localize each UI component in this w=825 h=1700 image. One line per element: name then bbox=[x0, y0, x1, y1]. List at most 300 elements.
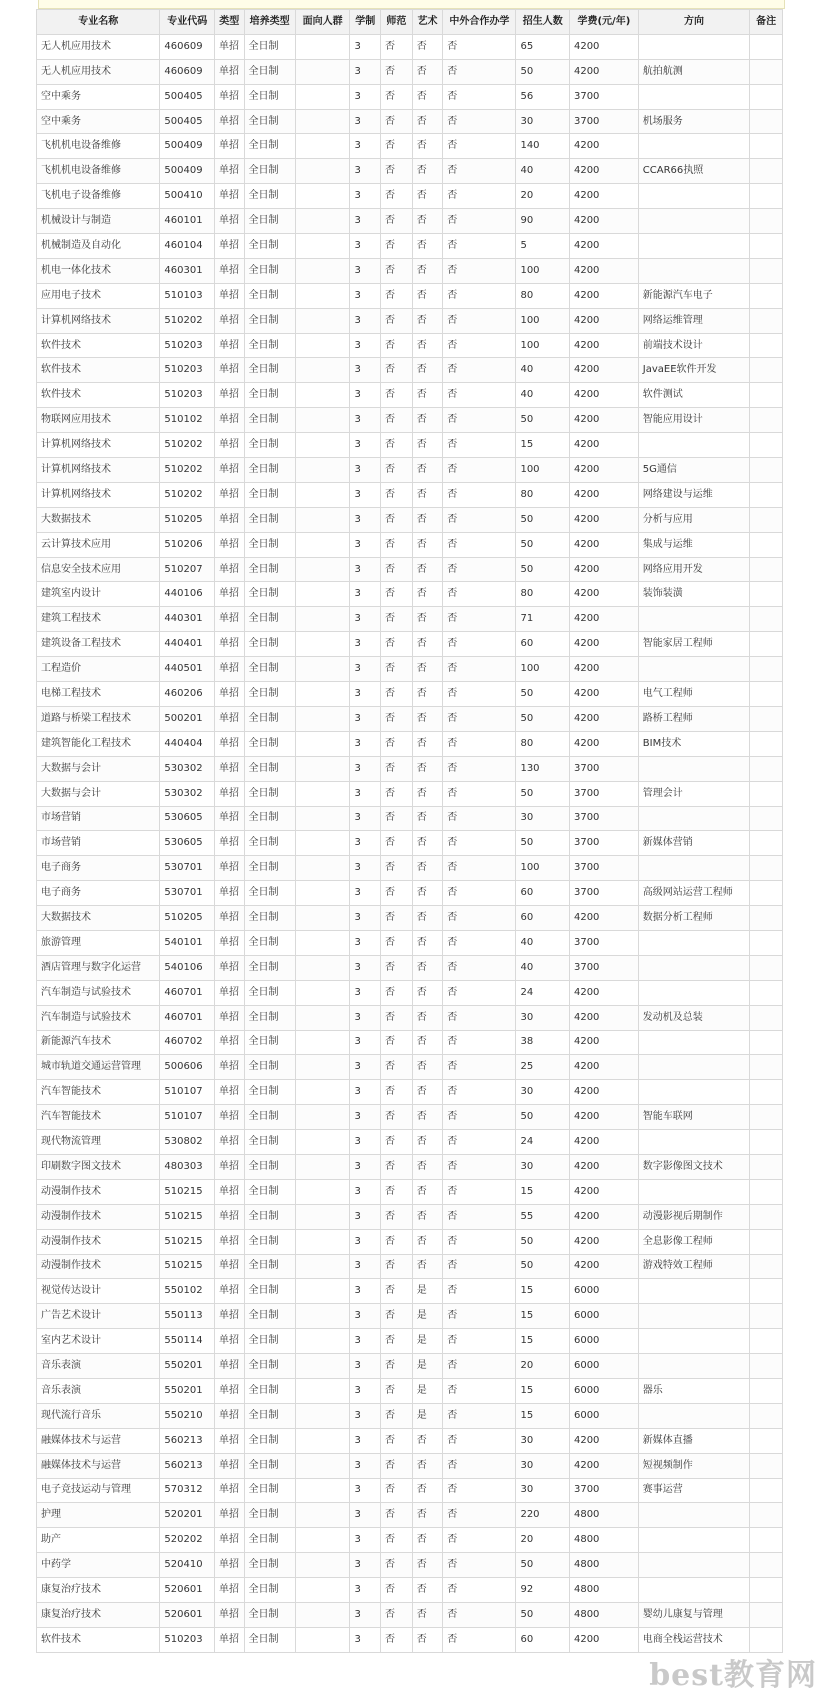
cell-col-study-mode: 全日制 bbox=[244, 258, 295, 283]
cell-col-normal: 否 bbox=[381, 283, 413, 308]
cell-col-duration: 3 bbox=[350, 632, 381, 657]
cell-col-normal: 否 bbox=[381, 1179, 413, 1204]
cell-col-direction bbox=[638, 657, 749, 682]
table-row bbox=[37, 159, 783, 184]
cell-col-code: 520601 bbox=[160, 1578, 215, 1603]
cell-col-tuition: 4200 bbox=[569, 980, 638, 1005]
table-row bbox=[37, 1578, 783, 1603]
cell-col-sino-foreign: 否 bbox=[443, 781, 516, 806]
cell-col-enrollment: 15 bbox=[516, 1329, 570, 1354]
cell-col-tuition: 4200 bbox=[569, 458, 638, 483]
cell-col-name: 汽车智能技术 bbox=[37, 1105, 160, 1130]
cell-col-type: 单招 bbox=[215, 682, 244, 707]
cell-col-study-mode: 全日制 bbox=[244, 731, 295, 756]
cell-col-sino-foreign: 否 bbox=[443, 1603, 516, 1628]
cell-col-remarks bbox=[750, 582, 783, 607]
cell-col-study-mode: 全日制 bbox=[244, 632, 295, 657]
cell-col-duration: 3 bbox=[350, 1627, 381, 1652]
cell-col-remarks bbox=[750, 507, 783, 532]
cell-col-tuition: 4200 bbox=[569, 1080, 638, 1105]
cell-col-type: 单招 bbox=[215, 1055, 244, 1080]
cell-col-study-mode: 全日制 bbox=[244, 1453, 295, 1478]
cell-col-tuition: 4200 bbox=[569, 632, 638, 657]
cell-col-code: 500409 bbox=[160, 159, 215, 184]
cell-col-code: 520601 bbox=[160, 1603, 215, 1628]
cell-col-direction: 网络建设与运维 bbox=[638, 482, 749, 507]
cell-col-study-mode: 全日制 bbox=[244, 881, 295, 906]
cell-col-enrollment: 60 bbox=[516, 906, 570, 931]
cell-col-tuition: 4200 bbox=[569, 557, 638, 582]
cell-col-sino-foreign: 否 bbox=[443, 731, 516, 756]
cell-col-tuition: 3700 bbox=[569, 109, 638, 134]
cell-col-enrollment: 15 bbox=[516, 1279, 570, 1304]
cell-col-direction: 智能车联网 bbox=[638, 1105, 749, 1130]
cell-col-normal: 否 bbox=[381, 1304, 413, 1329]
cell-col-normal: 否 bbox=[381, 1428, 413, 1453]
cell-col-name: 信息安全技术应用 bbox=[37, 557, 160, 582]
cell-col-sino-foreign: 否 bbox=[443, 1378, 516, 1403]
cell-col-duration: 3 bbox=[350, 955, 381, 980]
cell-col-direction: 发动机及总装 bbox=[638, 1005, 749, 1030]
cell-col-code: 460609 bbox=[160, 59, 215, 84]
cell-col-direction: 网络运维管理 bbox=[638, 308, 749, 333]
cell-col-target-group bbox=[295, 1105, 350, 1130]
cell-col-type: 单招 bbox=[215, 507, 244, 532]
table-row bbox=[37, 1553, 783, 1578]
cell-col-sino-foreign: 否 bbox=[443, 358, 516, 383]
cell-col-target-group bbox=[295, 657, 350, 682]
cell-col-study-mode: 全日制 bbox=[244, 1503, 295, 1528]
cell-col-sino-foreign: 否 bbox=[443, 34, 516, 59]
cell-col-tuition: 4200 bbox=[569, 1030, 638, 1055]
cell-col-target-group bbox=[295, 1229, 350, 1254]
cell-col-study-mode: 全日制 bbox=[244, 1130, 295, 1155]
cell-col-remarks bbox=[750, 1105, 783, 1130]
cell-col-duration: 3 bbox=[350, 706, 381, 731]
cell-col-sino-foreign: 否 bbox=[443, 1478, 516, 1503]
cell-col-target-group bbox=[295, 59, 350, 84]
cell-col-tuition: 4200 bbox=[569, 532, 638, 557]
cell-col-study-mode: 全日制 bbox=[244, 1030, 295, 1055]
cell-col-tuition: 3700 bbox=[569, 831, 638, 856]
cell-col-code: 460701 bbox=[160, 1005, 215, 1030]
cell-col-enrollment: 30 bbox=[516, 806, 570, 831]
cell-col-name: 康复治疗技术 bbox=[37, 1578, 160, 1603]
cell-col-target-group bbox=[295, 184, 350, 209]
cell-col-normal: 否 bbox=[381, 1528, 413, 1553]
cell-col-enrollment: 50 bbox=[516, 507, 570, 532]
cell-col-name: 机械设计与制造 bbox=[37, 209, 160, 234]
cell-col-code: 440404 bbox=[160, 731, 215, 756]
cell-col-code: 530302 bbox=[160, 756, 215, 781]
cell-col-type: 单招 bbox=[215, 1304, 244, 1329]
cell-col-type: 单招 bbox=[215, 408, 244, 433]
cell-col-remarks bbox=[750, 1130, 783, 1155]
cell-col-remarks bbox=[750, 109, 783, 134]
cell-col-normal: 否 bbox=[381, 955, 413, 980]
cell-col-code: 500409 bbox=[160, 134, 215, 159]
cell-col-sino-foreign: 否 bbox=[443, 109, 516, 134]
cell-col-type: 单招 bbox=[215, 358, 244, 383]
cell-col-art: 否 bbox=[412, 930, 443, 955]
cell-col-tuition: 4200 bbox=[569, 1453, 638, 1478]
cell-col-sino-foreign: 否 bbox=[443, 1154, 516, 1179]
cell-col-target-group bbox=[295, 1578, 350, 1603]
cell-col-sino-foreign: 否 bbox=[443, 881, 516, 906]
cell-col-sino-foreign: 否 bbox=[443, 980, 516, 1005]
cell-col-target-group bbox=[295, 433, 350, 458]
cell-col-remarks bbox=[750, 955, 783, 980]
cell-col-code: 510215 bbox=[160, 1229, 215, 1254]
cell-col-sino-foreign: 否 bbox=[443, 482, 516, 507]
cell-col-target-group bbox=[295, 1428, 350, 1453]
cell-col-art: 否 bbox=[412, 781, 443, 806]
cell-col-target-group bbox=[295, 258, 350, 283]
cell-col-name: 道路与桥梁工程技术 bbox=[37, 706, 160, 731]
cell-col-normal: 否 bbox=[381, 209, 413, 234]
cell-col-sino-foreign: 否 bbox=[443, 1354, 516, 1379]
cell-col-normal: 否 bbox=[381, 1204, 413, 1229]
table-row bbox=[37, 1030, 783, 1055]
cell-col-target-group bbox=[295, 333, 350, 358]
table-row bbox=[37, 906, 783, 931]
cell-col-name: 建筑工程技术 bbox=[37, 607, 160, 632]
cell-col-target-group bbox=[295, 1528, 350, 1553]
cell-col-target-group bbox=[295, 283, 350, 308]
cell-col-direction bbox=[638, 1304, 749, 1329]
cell-col-enrollment: 100 bbox=[516, 308, 570, 333]
cell-col-enrollment: 40 bbox=[516, 383, 570, 408]
cell-col-sino-foreign: 否 bbox=[443, 1030, 516, 1055]
cell-col-study-mode: 全日制 bbox=[244, 308, 295, 333]
cell-col-sino-foreign: 否 bbox=[443, 706, 516, 731]
cell-col-normal: 否 bbox=[381, 109, 413, 134]
cell-col-direction bbox=[638, 1553, 749, 1578]
cell-col-target-group bbox=[295, 806, 350, 831]
cell-col-normal: 否 bbox=[381, 1329, 413, 1354]
table-row bbox=[37, 806, 783, 831]
cell-col-code: 510203 bbox=[160, 333, 215, 358]
cell-col-duration: 3 bbox=[350, 980, 381, 1005]
cell-col-sino-foreign: 否 bbox=[443, 184, 516, 209]
cell-col-code: 460104 bbox=[160, 234, 215, 259]
cell-col-study-mode: 全日制 bbox=[244, 532, 295, 557]
cell-col-type: 单招 bbox=[215, 532, 244, 557]
cell-col-duration: 3 bbox=[350, 109, 381, 134]
cell-col-tuition: 4200 bbox=[569, 582, 638, 607]
cell-col-remarks bbox=[750, 1553, 783, 1578]
table-row bbox=[37, 308, 783, 333]
cell-col-sino-foreign: 否 bbox=[443, 1329, 516, 1354]
cell-col-study-mode: 全日制 bbox=[244, 1528, 295, 1553]
cell-col-sino-foreign: 否 bbox=[443, 383, 516, 408]
cell-col-enrollment: 38 bbox=[516, 1030, 570, 1055]
cell-col-sino-foreign: 否 bbox=[443, 84, 516, 109]
cell-col-tuition: 3700 bbox=[569, 881, 638, 906]
cell-col-normal: 否 bbox=[381, 1553, 413, 1578]
cell-col-type: 单招 bbox=[215, 582, 244, 607]
cell-col-duration: 3 bbox=[350, 806, 381, 831]
cell-col-art: 否 bbox=[412, 682, 443, 707]
cell-col-study-mode: 全日制 bbox=[244, 1403, 295, 1428]
cell-col-name: 汽车制造与试验技术 bbox=[37, 980, 160, 1005]
cell-col-enrollment: 50 bbox=[516, 1553, 570, 1578]
cell-col-direction bbox=[638, 134, 749, 159]
cell-col-target-group bbox=[295, 358, 350, 383]
cell-col-direction: 短视频制作 bbox=[638, 1453, 749, 1478]
cell-col-normal: 否 bbox=[381, 582, 413, 607]
cell-col-art: 否 bbox=[412, 1254, 443, 1279]
cell-col-target-group bbox=[295, 1378, 350, 1403]
cell-col-duration: 3 bbox=[350, 1229, 381, 1254]
cell-col-direction bbox=[638, 1179, 749, 1204]
cell-col-remarks bbox=[750, 906, 783, 931]
cell-col-duration: 3 bbox=[350, 1179, 381, 1204]
cell-col-target-group bbox=[295, 1154, 350, 1179]
table-row bbox=[37, 706, 783, 731]
cell-col-remarks bbox=[750, 1528, 783, 1553]
cell-col-study-mode: 全日制 bbox=[244, 1254, 295, 1279]
cell-col-study-mode: 全日制 bbox=[244, 1627, 295, 1652]
cell-col-study-mode: 全日制 bbox=[244, 1428, 295, 1453]
cell-col-name: 汽车智能技术 bbox=[37, 1080, 160, 1105]
cell-col-type: 单招 bbox=[215, 1478, 244, 1503]
cell-col-code: 520201 bbox=[160, 1503, 215, 1528]
cell-col-normal: 否 bbox=[381, 557, 413, 582]
cell-col-name: 电子商务 bbox=[37, 881, 160, 906]
cell-col-direction bbox=[638, 34, 749, 59]
cell-col-remarks bbox=[750, 1229, 783, 1254]
cell-col-remarks bbox=[750, 856, 783, 881]
cell-col-remarks bbox=[750, 308, 783, 333]
cell-col-enrollment: 50 bbox=[516, 781, 570, 806]
cell-col-enrollment: 50 bbox=[516, 682, 570, 707]
table-row bbox=[37, 482, 783, 507]
cell-col-art: 是 bbox=[412, 1279, 443, 1304]
cell-col-study-mode: 全日制 bbox=[244, 1204, 295, 1229]
cell-col-remarks bbox=[750, 458, 783, 483]
cell-col-tuition: 6000 bbox=[569, 1403, 638, 1428]
cell-col-study-mode: 全日制 bbox=[244, 507, 295, 532]
cell-col-target-group bbox=[295, 930, 350, 955]
table-row bbox=[37, 955, 783, 980]
cell-col-direction bbox=[638, 1528, 749, 1553]
cell-col-art: 否 bbox=[412, 1179, 443, 1204]
table-row bbox=[37, 109, 783, 134]
cell-col-type: 单招 bbox=[215, 283, 244, 308]
cell-col-art: 否 bbox=[412, 1105, 443, 1130]
cell-col-study-mode: 全日制 bbox=[244, 806, 295, 831]
cell-col-sino-foreign: 否 bbox=[443, 557, 516, 582]
cell-col-name: 飞机机电设备维修 bbox=[37, 134, 160, 159]
cell-col-sino-foreign: 否 bbox=[443, 906, 516, 931]
cell-col-normal: 否 bbox=[381, 632, 413, 657]
cell-col-normal: 否 bbox=[381, 134, 413, 159]
cell-col-name: 软件技术 bbox=[37, 358, 160, 383]
cell-col-art: 否 bbox=[412, 1154, 443, 1179]
cell-col-tuition: 3700 bbox=[569, 84, 638, 109]
table-row bbox=[37, 458, 783, 483]
cell-col-direction bbox=[638, 756, 749, 781]
cell-col-type: 单招 bbox=[215, 1378, 244, 1403]
cell-col-remarks bbox=[750, 1478, 783, 1503]
cell-col-normal: 否 bbox=[381, 1578, 413, 1603]
cell-col-enrollment: 40 bbox=[516, 159, 570, 184]
table-row bbox=[37, 607, 783, 632]
cell-col-enrollment: 50 bbox=[516, 532, 570, 557]
cell-col-study-mode: 全日制 bbox=[244, 433, 295, 458]
cell-col-remarks bbox=[750, 632, 783, 657]
cell-col-target-group bbox=[295, 482, 350, 507]
cell-col-normal: 否 bbox=[381, 781, 413, 806]
cell-col-enrollment: 15 bbox=[516, 1378, 570, 1403]
cell-col-remarks bbox=[750, 59, 783, 84]
cell-col-remarks bbox=[750, 1080, 783, 1105]
cell-col-remarks bbox=[750, 980, 783, 1005]
cell-col-enrollment: 15 bbox=[516, 1304, 570, 1329]
cell-col-target-group bbox=[295, 408, 350, 433]
cell-col-duration: 3 bbox=[350, 1329, 381, 1354]
cell-col-name: 飞机电子设备维修 bbox=[37, 184, 160, 209]
cell-col-type: 单招 bbox=[215, 632, 244, 657]
cell-col-name: 云计算技术应用 bbox=[37, 532, 160, 557]
table-row bbox=[37, 1080, 783, 1105]
cell-col-normal: 否 bbox=[381, 433, 413, 458]
cell-col-study-mode: 全日制 bbox=[244, 1279, 295, 1304]
cell-col-type: 单招 bbox=[215, 1005, 244, 1030]
table-row bbox=[37, 1279, 783, 1304]
cell-col-target-group bbox=[295, 955, 350, 980]
cell-col-name: 现代流行音乐 bbox=[37, 1403, 160, 1428]
cell-col-remarks bbox=[750, 159, 783, 184]
cell-col-normal: 否 bbox=[381, 1229, 413, 1254]
cell-col-remarks bbox=[750, 781, 783, 806]
cell-col-art: 否 bbox=[412, 333, 443, 358]
cell-col-normal: 否 bbox=[381, 1403, 413, 1428]
watermark-logo: best教育网 bbox=[649, 1658, 817, 1693]
cell-col-enrollment: 50 bbox=[516, 1254, 570, 1279]
cell-col-enrollment: 100 bbox=[516, 333, 570, 358]
cell-col-normal: 否 bbox=[381, 1478, 413, 1503]
cell-col-tuition: 6000 bbox=[569, 1304, 638, 1329]
cell-col-code: 460101 bbox=[160, 209, 215, 234]
cell-col-sino-foreign: 否 bbox=[443, 59, 516, 84]
cell-col-tuition: 4800 bbox=[569, 1528, 638, 1553]
cell-col-normal: 否 bbox=[381, 1453, 413, 1478]
cell-col-sino-foreign: 否 bbox=[443, 1627, 516, 1652]
table-row bbox=[37, 1154, 783, 1179]
cell-col-study-mode: 全日制 bbox=[244, 358, 295, 383]
cell-col-duration: 3 bbox=[350, 34, 381, 59]
cell-col-type: 单招 bbox=[215, 134, 244, 159]
cell-col-normal: 否 bbox=[381, 806, 413, 831]
cell-col-code: 440501 bbox=[160, 657, 215, 682]
cell-col-type: 单招 bbox=[215, 1130, 244, 1155]
cell-col-normal: 否 bbox=[381, 731, 413, 756]
cell-col-enrollment: 50 bbox=[516, 1229, 570, 1254]
cell-col-study-mode: 全日制 bbox=[244, 84, 295, 109]
table-row bbox=[37, 1179, 783, 1204]
cell-col-remarks bbox=[750, 258, 783, 283]
cell-col-remarks bbox=[750, 433, 783, 458]
cell-col-remarks bbox=[750, 482, 783, 507]
cell-col-direction: 新媒体营销 bbox=[638, 831, 749, 856]
table-row bbox=[37, 682, 783, 707]
cell-col-type: 单招 bbox=[215, 1453, 244, 1478]
cell-col-study-mode: 全日制 bbox=[244, 234, 295, 259]
cell-col-name: 护理 bbox=[37, 1503, 160, 1528]
cell-col-duration: 3 bbox=[350, 1354, 381, 1379]
cell-col-type: 单招 bbox=[215, 1603, 244, 1628]
cell-col-direction: 电商全栈运营技术 bbox=[638, 1627, 749, 1652]
cell-col-remarks bbox=[750, 283, 783, 308]
header-col-type: 类型 bbox=[215, 10, 244, 35]
cell-col-direction: CCAR66执照 bbox=[638, 159, 749, 184]
cell-col-name: 计算机网络技术 bbox=[37, 308, 160, 333]
cell-col-duration: 3 bbox=[350, 258, 381, 283]
cell-col-direction: 软件测试 bbox=[638, 383, 749, 408]
table-row bbox=[37, 383, 783, 408]
cell-col-type: 单招 bbox=[215, 706, 244, 731]
cell-col-code: 550113 bbox=[160, 1304, 215, 1329]
cell-col-duration: 3 bbox=[350, 557, 381, 582]
admissions-table-container bbox=[36, 9, 783, 1653]
cell-col-direction bbox=[638, 1329, 749, 1354]
cell-col-remarks bbox=[750, 34, 783, 59]
table-row bbox=[37, 731, 783, 756]
cell-col-tuition: 4200 bbox=[569, 34, 638, 59]
cell-col-name: 音乐表演 bbox=[37, 1354, 160, 1379]
cell-col-duration: 3 bbox=[350, 1503, 381, 1528]
cell-col-type: 单招 bbox=[215, 1204, 244, 1229]
cell-col-art: 否 bbox=[412, 234, 443, 259]
cell-col-name: 电梯工程技术 bbox=[37, 682, 160, 707]
cell-col-study-mode: 全日制 bbox=[244, 1578, 295, 1603]
cell-col-direction: 全息影像工程师 bbox=[638, 1229, 749, 1254]
cell-col-sino-foreign: 否 bbox=[443, 1503, 516, 1528]
cell-col-study-mode: 全日制 bbox=[244, 59, 295, 84]
cell-col-type: 单招 bbox=[215, 806, 244, 831]
cell-col-enrollment: 220 bbox=[516, 1503, 570, 1528]
table-row bbox=[37, 1627, 783, 1652]
cell-col-direction: 分析与应用 bbox=[638, 507, 749, 532]
table-row bbox=[37, 781, 783, 806]
table-row bbox=[37, 1105, 783, 1130]
cell-col-type: 单招 bbox=[215, 1179, 244, 1204]
cell-col-name: 融媒体技术与运营 bbox=[37, 1453, 160, 1478]
cell-col-direction: 前端技术设计 bbox=[638, 333, 749, 358]
cell-col-duration: 3 bbox=[350, 209, 381, 234]
cell-col-code: 570312 bbox=[160, 1478, 215, 1503]
cell-col-enrollment: 130 bbox=[516, 756, 570, 781]
cell-col-code: 510202 bbox=[160, 458, 215, 483]
cell-col-direction: 智能家居工程师 bbox=[638, 632, 749, 657]
cell-col-tuition: 4800 bbox=[569, 1553, 638, 1578]
cell-col-study-mode: 全日制 bbox=[244, 557, 295, 582]
cell-col-target-group bbox=[295, 532, 350, 557]
cell-col-target-group bbox=[295, 781, 350, 806]
header-col-normal: 师范 bbox=[381, 10, 413, 35]
cell-col-name: 音乐表演 bbox=[37, 1378, 160, 1403]
cell-col-art: 否 bbox=[412, 1553, 443, 1578]
table-row bbox=[37, 433, 783, 458]
cell-col-direction: 数据分析工程师 bbox=[638, 906, 749, 931]
cell-col-sino-foreign: 否 bbox=[443, 831, 516, 856]
cell-col-tuition: 4200 bbox=[569, 408, 638, 433]
cell-col-study-mode: 全日制 bbox=[244, 1478, 295, 1503]
cell-col-type: 单招 bbox=[215, 657, 244, 682]
cell-col-study-mode: 全日制 bbox=[244, 607, 295, 632]
